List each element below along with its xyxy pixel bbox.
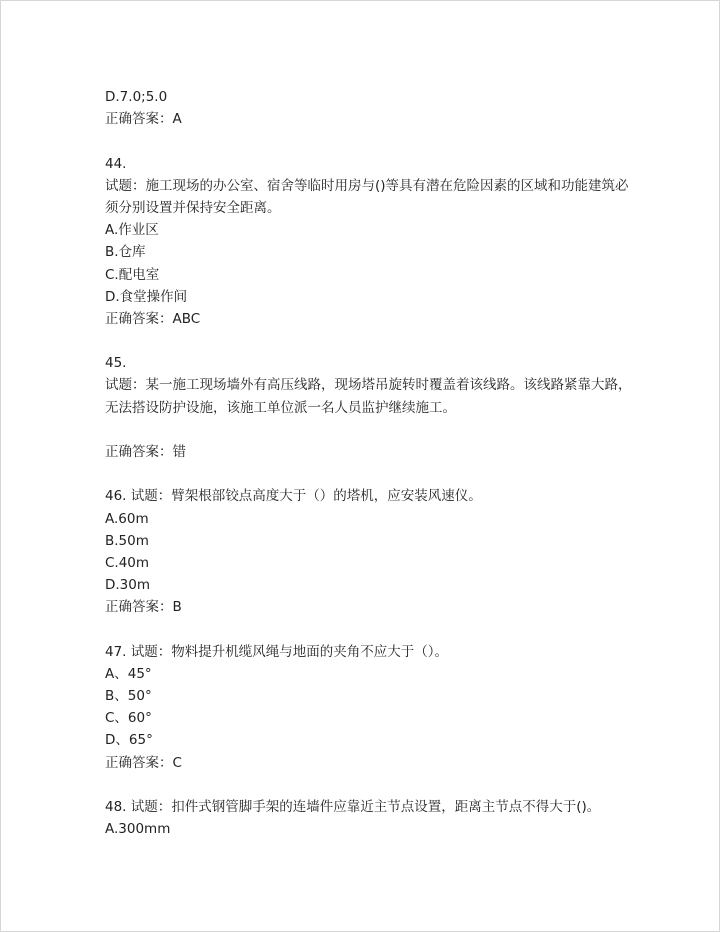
q47-option-a: A、45° [105,665,152,682]
q45-stem-line1: 试题：某一施工现场墙外有高压线路，现场塔吊旋转时覆盖着该线路。该线路紧靠大路， [105,377,632,394]
q47-option-d: D、65° [105,732,153,749]
q43-option-d: D.7.0;5.0 [105,89,168,105]
q46-stem: 46. 试题：臂架根部铰点高度大于（）的塔机，应安装风速仪。 [105,488,482,505]
q44-option-d: D.食堂操作间 [105,288,188,305]
q48-option-a: A.300mm [105,821,171,838]
q47-option-c: C、60° [105,710,152,727]
q46-option-a: A.60m [105,510,149,527]
q44-option-a: A.作业区 [105,222,159,239]
q46-answer: 正确答案：B [105,599,182,616]
q46-option-b: B.50m [105,532,149,549]
q44-stem-line1: 试题：施工现场的办公室、宿舍等临时用房与()等具有潜在危险因素的区域和功能建筑必 [105,177,629,194]
spacer [105,619,645,641]
spacer [105,419,645,441]
q43-answer: 正确答案：A [105,111,182,128]
q45-number: 45. [105,355,127,372]
spacer [105,130,645,152]
q46-option-c: C.40m [105,554,150,571]
q44-option-c: C.配电室 [105,266,160,283]
q46-option-d: D.30m [105,577,151,594]
q47-stem: 47. 试题：物料提升机缆风绳与地面的夹角不应大于（）。 [105,643,449,660]
q48-stem: 48. 试题：扣件式钢管脚手架的连墙件应靠近主节点设置，距离主节点不得大于()。 [105,799,601,815]
q44-option-b: B.仓库 [105,244,146,261]
q47-answer: 正确答案：C [105,754,182,771]
q44-stem-line2: 须分别设置并保持安全距离。 [105,199,281,216]
page-content [105,86,645,840]
spacer [105,774,645,796]
spacer [105,330,645,352]
q44-number: 44. [105,155,127,172]
spacer [105,463,645,485]
q44-answer: 正确答案：ABC [105,310,201,327]
q45-answer: 正确答案：错 [105,444,186,460]
q47-option-b: B、50° [105,688,152,705]
q45-stem-line2: 无法搭设防护设施，该施工单位派一名人员监护继续施工。 [105,399,456,416]
